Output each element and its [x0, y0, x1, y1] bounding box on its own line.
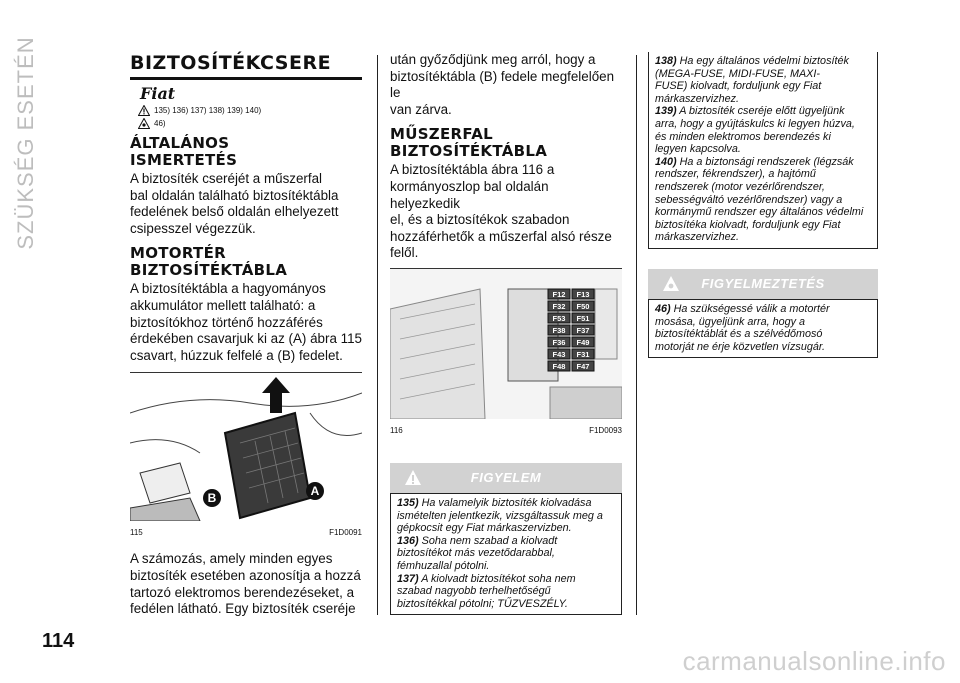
- engine-fusebox-illustration: [130, 373, 362, 521]
- note-135: 135) Ha valamelyik biztosíték kiolvadása ismételten jelentkezik, vizsgáltassuk meg a gépkocsit egy Fiat márkaszervizben.: [397, 496, 603, 535]
- svg-text:A: A: [310, 484, 320, 499]
- fuse-label: F53: [552, 313, 566, 323]
- fuse-label: F12: [552, 289, 566, 299]
- column-3: [648, 52, 878, 358]
- page-number: 114: [42, 630, 75, 652]
- subheading-general: ÁLTALÁNOS ISMERTETÉS: [130, 134, 238, 169]
- paragraph-engine-fusebox: A biztosítéktábla a hagyományos akkumulátor mellett található: a biztosítókhoz történő hozzáférés érdekében csavarjuk ki az (A) ábra 115 csavart, húzzuk felfelé a (B) fedelet.: [130, 281, 362, 363]
- column-divider: [377, 55, 378, 615]
- warning-callout: [390, 463, 622, 615]
- fuse-label: F48: [552, 361, 566, 371]
- note-138: 138) Ha egy általános védelmi biztosíték (MEGA-FUSE, MIDI-FUSE, MAXI- FUSE) kiolvadt, forduljunk egy Fiat márkaszervizhez.: [655, 55, 849, 105]
- fuse-label: F37: [576, 325, 590, 335]
- subheading-engine-fusebox: MOTORTÉR BIZTOSÍTÉKTÁBLA: [130, 244, 288, 280]
- callout-title: FIGYELEM: [470, 469, 542, 485]
- svg-text:B: B: [207, 491, 217, 506]
- warning-triangle-icon: [404, 469, 422, 486]
- caution-references: 46): [138, 118, 362, 129]
- fuse-label: F36: [552, 337, 566, 347]
- paragraph-numbering: A számozás, amely minden egyes biztosíték esetében azonosítja a hozzá tartozó elektromos berendezéseket, a fedélen látható. Egy biztosíték cseréje: [130, 551, 361, 617]
- caution-callout: [648, 269, 878, 358]
- label-b: [203, 489, 221, 507]
- heading-rule: [130, 77, 362, 80]
- warning-triangle-icon: [138, 105, 150, 116]
- note-46: 46) Ha szükségessé válik a motortér mosása, ügyeljünk arra, hogy a biztosítéktáblát és a szélvédőmosó motorját ne érje közvetlen vízsugár.: [655, 302, 830, 353]
- figure-116: [390, 268, 622, 435]
- figure-caption: 116 F1D0093: [390, 425, 622, 435]
- paragraph-general: A biztosíték cseréjét a műszerfal bal oldalán található biztosítéktábla fedelének belső oldalán elhelyezett csipesszel végezzük.: [130, 171, 339, 236]
- warning-references: 135) 136) 137) 138) 139) 140): [138, 105, 362, 116]
- dashboard-fusebox-illustration: [390, 269, 622, 419]
- figure-115: [130, 372, 362, 537]
- fuse-label: F31: [576, 349, 590, 359]
- label-a: [306, 482, 324, 500]
- note-136: 136) Soha nem szabad a kiolvadt biztosítékot más vezetődarabbal, fémhuzallal pótolni.: [397, 534, 558, 572]
- caution-hand-icon: [138, 118, 150, 129]
- fuse-label: F43: [552, 349, 566, 359]
- caution-triangle-icon: [662, 275, 680, 292]
- warning-notes-continued: [648, 52, 878, 249]
- page-heading: BIZTOSÍTÉKCSERE: [130, 52, 332, 74]
- note-137: 137) A kiolvadt biztosítékot soha nem szabad nagyobb terhelhetőségű biztosítékkal pótolni; TŰZVESZÉLY.: [397, 572, 576, 610]
- fuse-label: F47: [576, 361, 590, 371]
- column-1: [130, 52, 362, 618]
- callout-title: FIGYELMEZTETÉS: [701, 275, 825, 291]
- fuse-label: F38: [552, 325, 566, 335]
- fuse-label: F13: [576, 289, 590, 299]
- watermark: carmanualsonline.info: [682, 646, 946, 676]
- fuse-label: F32: [552, 301, 566, 311]
- paragraph-dashboard-fusebox: A biztosítéktábla ábra 116 a kormányoszlop bal oldalán helyezkedik el, és a biztosítékok szabadon hozzáférhetők a műszerfal alsó része felől.: [390, 162, 612, 261]
- figure-caption: 115 F1D0091: [130, 528, 362, 538]
- fiat-logo: Fiat: [140, 84, 176, 103]
- side-section-title: SZÜKSÉG ESETÉN: [13, 36, 38, 250]
- paragraph-continued: után győződjünk meg arról, hogy a biztosítéktábla (B) fedele megfelelően le van zárva.: [390, 52, 615, 117]
- note-139: 139) A biztosíték cseréje előtt ügyeljünk arra, hogy a gyújtáskulcs ki legyen húzva, és minden elektromos berendezés ki legyen kapcsolva.: [655, 105, 855, 156]
- note-140: 140) Ha a biztonsági rendszerek (légzsák rendszer, fékrendszer), a hajtómű rendszerek (motor vezérlőrendszer, sebességváltó vezérlőrendszer) vagy a kormánymű rendszer egy általános védelmi biztosítéka kiolvadt, forduljunk egy Fiat márkaszervizhez.: [655, 155, 864, 244]
- column-2: [390, 52, 622, 615]
- subheading-dashboard-fusebox: MŰSZERFAL BIZTOSÍTÉKTÁBLA: [390, 125, 548, 161]
- fuse-label: F50: [576, 301, 590, 311]
- column-divider: [636, 55, 637, 615]
- fuse-label: F51: [576, 313, 590, 323]
- fuse-label: F49: [576, 337, 590, 347]
